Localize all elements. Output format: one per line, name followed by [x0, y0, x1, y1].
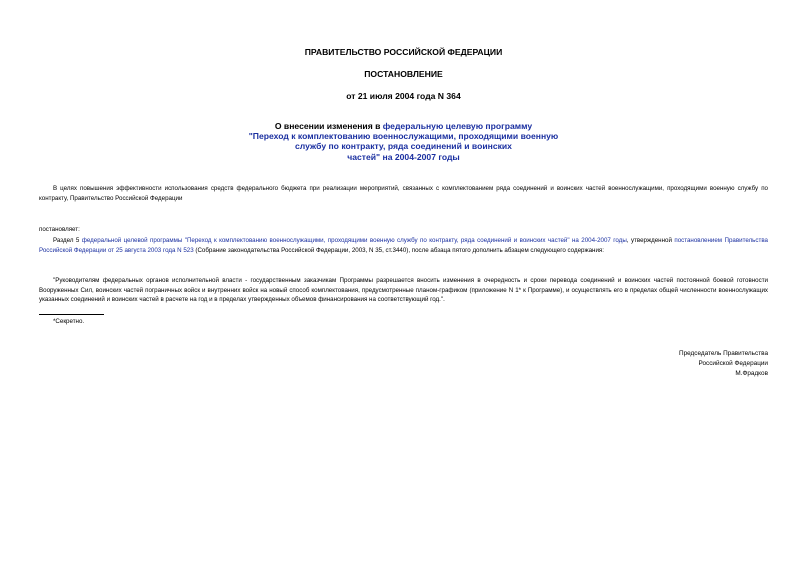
intro-paragraph: В целях повышения эффективности использования средств федерального бюджета при реализации мероприятий, связанных с комплектованием ряда соединений и воинских частей военнослужащими, проходящими военную службу по контракту, Правительство Российской Федерации — [39, 185, 768, 202]
signature-country: Российской Федерации — [698, 360, 768, 367]
signature-block — [568, 349, 768, 379]
amendment-paragraph — [39, 236, 768, 255]
quoted-addition-paragraph: "Руководителям федеральных органов исполнительной власти - государственным заказчикам Программы разрешается вносить изменения в очередность и сроки перевода соединений и воинских частей постоянной боевой готовности Вооруженных Сил, воинских частей пограничных войск и внутренних войск на новый способ комплектования, предусмотренные планом-графиком (приложение N 1* к Программе), и осуществлять его в пределах общей численности военнослужащих указанных соединений и воинских частей в расчете на год и в пределах утвержденных объемов финансирования на соответствующий год.". — [39, 277, 768, 304]
footnote: *Секретно. — [53, 318, 85, 325]
document-title — [0, 121, 807, 162]
title-line-2[interactable]: "Переход к комплектованию военнослужащими, проходящими военную — [248, 131, 559, 142]
title-prefix: О внесении изменения в — [274, 121, 383, 131]
amendment-mid: , утвержденной — [626, 237, 675, 244]
program-reference-link[interactable]: федеральной целевой программы "Переход к комплектованию военнослужащими, проходящими военную службу по контракту, ряда соединений и воинских частей" на 2004-2007 годы — [81, 237, 627, 244]
program-link[interactable]: федеральную целевую программу — [382, 121, 533, 131]
signature-name: М.Фрадков — [735, 370, 768, 377]
document-date-number: от 21 июля 2004 года N 364 — [346, 91, 461, 101]
amendment-suffix: (Собрание законодательства Российской Федерации, 2003, N 35, ст.3440), после абзаца пятого дополнить абзацем следующего содержания: — [193, 246, 605, 254]
title-line-4[interactable]: частей" на 2004-2007 годы — [347, 151, 460, 162]
amendment-prefix: Раздел 5 — [53, 237, 82, 244]
resolves-word: постановляет: — [39, 226, 80, 233]
document-type-heading: ПОСТАНОВЛЕНИЕ — [364, 69, 443, 79]
government-heading: ПРАВИТЕЛЬСТВО РОССИЙСКОЙ ФЕДЕРАЦИИ — [304, 47, 503, 57]
footnote-divider — [39, 314, 104, 315]
title-line-1 — [0, 121, 807, 131]
title-line-3[interactable]: службу по контракту, ряда соединений и воинских — [295, 141, 512, 152]
signature-title: Председатель Правительства — [679, 350, 768, 357]
resolution-reference-link[interactable]: постановлением Правительства Российской Федерации от 25 августа 2003 года N 523 — [39, 237, 768, 254]
